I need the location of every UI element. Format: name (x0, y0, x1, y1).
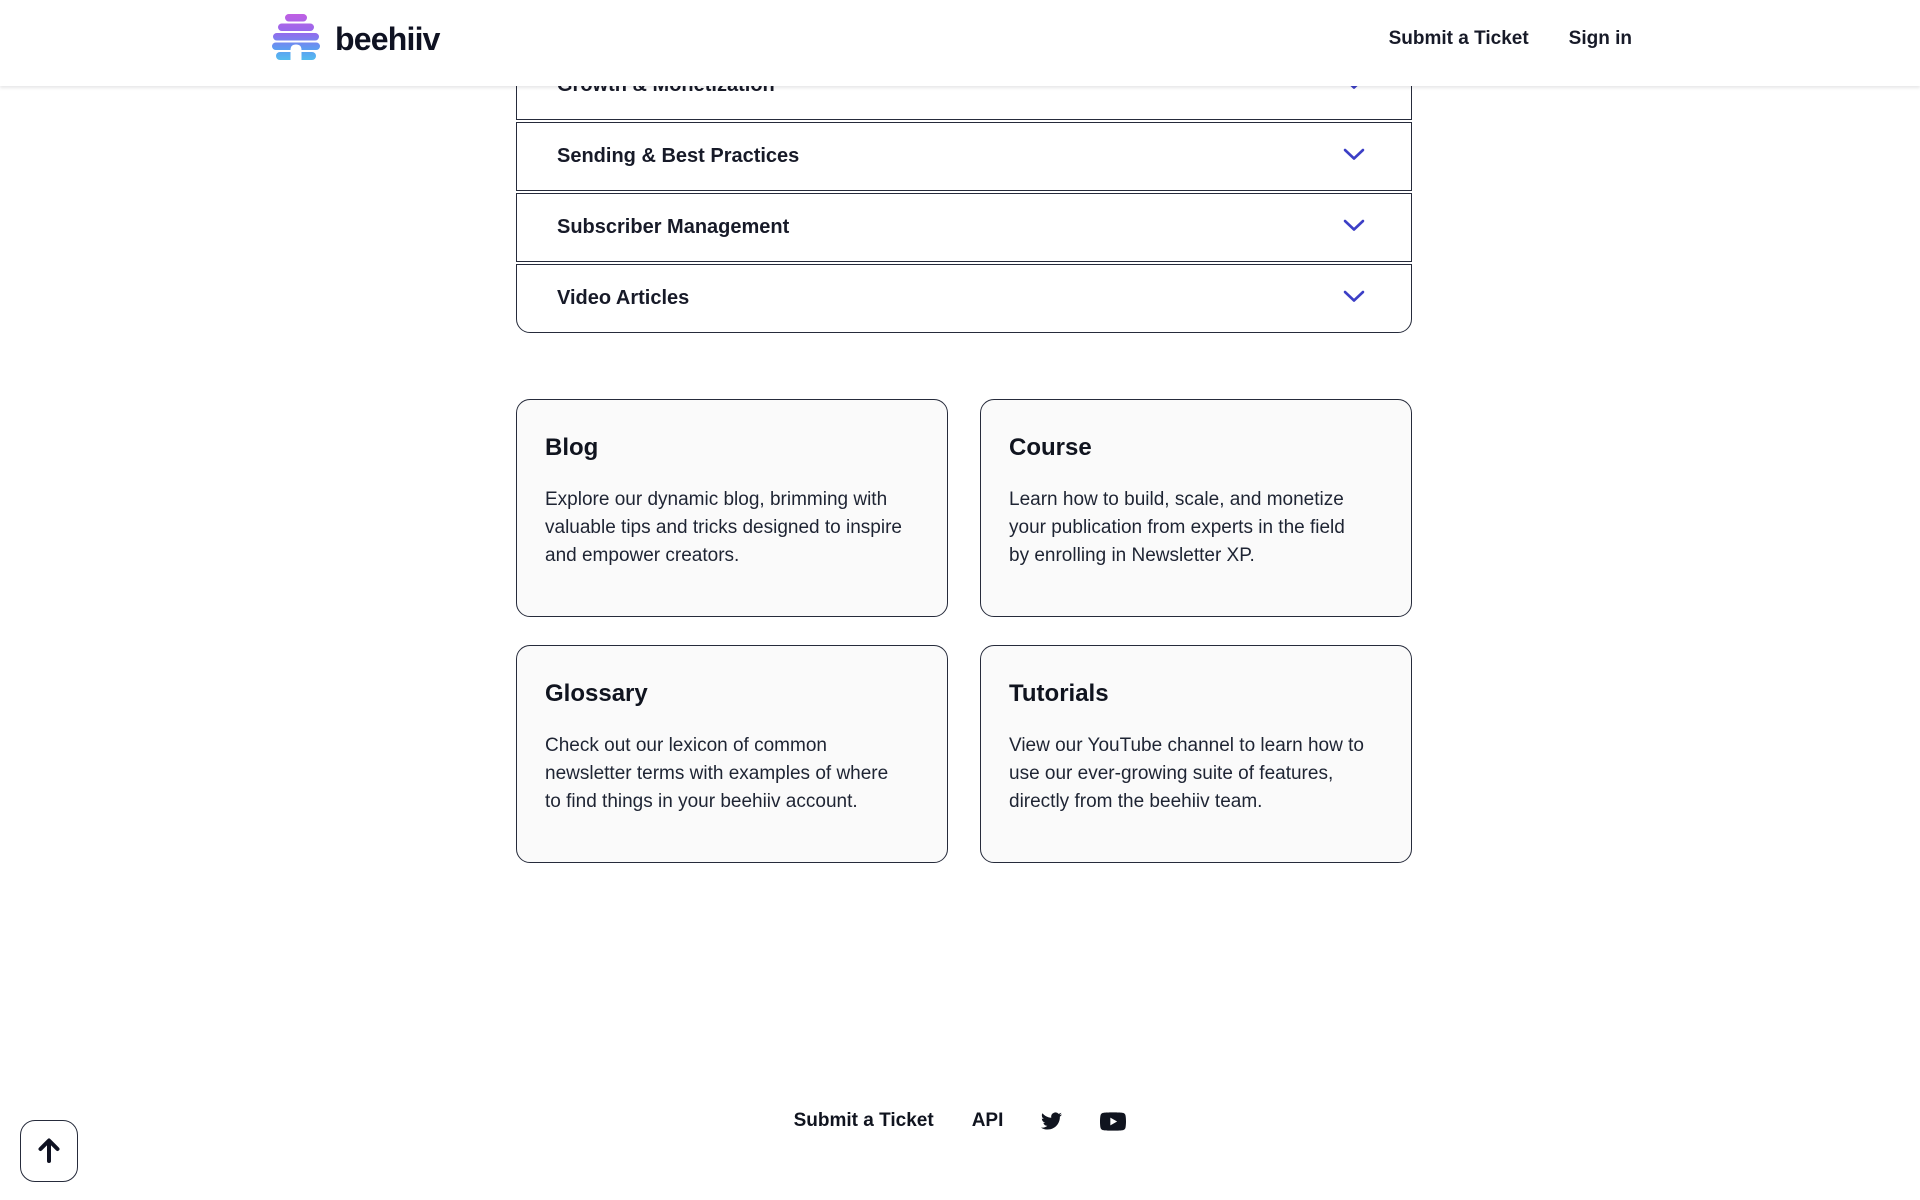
accordion-item-label: Sending & Best Practices (557, 145, 800, 167)
card-title: Glossary (545, 680, 648, 707)
brand-logo[interactable] (272, 14, 440, 65)
scroll-to-top-button[interactable] (20, 1120, 78, 1182)
site-header (0, 0, 1920, 86)
footer-submit-ticket-link[interactable]: Submit a Ticket (793, 1110, 934, 1131)
card-glossary[interactable] (516, 645, 948, 863)
resource-cards (516, 399, 1412, 863)
category-accordion (516, 51, 1412, 333)
card-description: Explore our dynamic blog, brimming with valuable tips and tricks designed to inspire and empower creators. (545, 489, 902, 566)
twitter-icon[interactable] (1041, 1112, 1062, 1130)
card-course[interactable] (980, 399, 1412, 617)
header-nav (1389, 28, 1632, 50)
nav-submit-ticket[interactable]: Submit a Ticket (1388, 28, 1529, 49)
footer-api-link[interactable]: API (971, 1110, 1004, 1131)
card-blog[interactable] (516, 399, 948, 617)
card-title: Blog (545, 434, 599, 461)
card-description: Learn how to build, scale, and monetize your publication from experts in the field by enrolling in Newsletter XP. (1009, 489, 1345, 566)
youtube-icon[interactable] (1100, 1112, 1126, 1131)
chevron-down-icon (1343, 219, 1365, 237)
nav-sign-in[interactable]: Sign in (1568, 28, 1632, 49)
accordion-item-video-articles[interactable] (516, 264, 1412, 333)
brand-name: beehiiv (335, 20, 440, 57)
card-description: View our YouTube channel to learn how to use our ever-growing suite of features, directly from the beehiiv team. (1009, 735, 1364, 812)
accordion-item-subscriber-management[interactable] (516, 193, 1412, 262)
chevron-down-icon (1343, 290, 1365, 308)
card-title: Course (1009, 434, 1092, 461)
accordion-item-label: Subscriber Management (557, 216, 790, 238)
accordion-item-sending-best-practices[interactable] (516, 122, 1412, 191)
arrow-up-icon (36, 1136, 62, 1167)
card-tutorials[interactable] (980, 645, 1412, 863)
card-title: Tutorials (1009, 680, 1109, 707)
accordion-item-label: Video Articles (557, 287, 690, 309)
beehiiv-hive-icon (272, 14, 320, 65)
chevron-down-icon (1343, 148, 1365, 166)
page-footer (0, 1100, 1920, 1142)
card-description: Check out our lexicon of common newsletter terms with examples of where to find things in your beehiiv account. (545, 735, 889, 812)
